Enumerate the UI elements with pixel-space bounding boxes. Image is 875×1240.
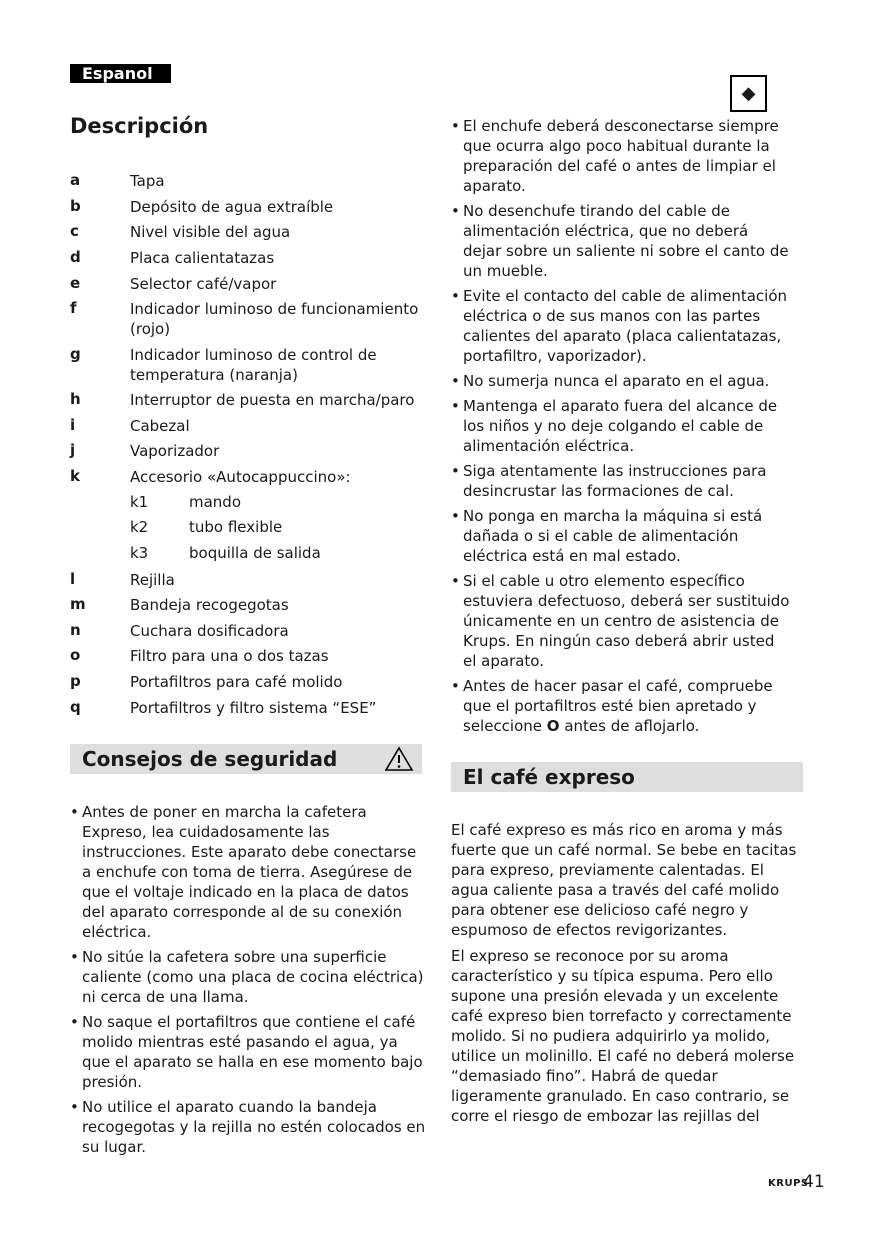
item-text: Indicador luminoso de control de temperatura (naranja) <box>130 346 377 384</box>
safety-bullet-last <box>451 676 791 736</box>
item-letter: e <box>70 274 81 292</box>
description-title: Descripción <box>70 114 209 138</box>
page-number: 41 <box>803 1172 825 1192</box>
item-text: Placa calientatazas <box>130 249 275 267</box>
item-text: Cabezal <box>130 417 190 435</box>
item-letter: i <box>70 416 76 434</box>
item-text: Nivel visible del agua <box>130 223 291 241</box>
espresso-body <box>451 820 806 1126</box>
sub-item-text: tubo flexible <box>189 518 283 536</box>
safety-bullet: • Evite el contacto del cable de alimentación eléctrica o de sus manos con las partes calientes del aparato (placa calientatazas, portafiltro, vaporizador). <box>451 286 791 366</box>
sub-item-text: mando <box>189 493 242 511</box>
item-letter: g <box>70 345 81 363</box>
item-letter: a <box>70 171 81 189</box>
safety-list-left <box>70 802 428 1157</box>
item-text: Bandeja recogegotas <box>130 596 289 614</box>
item-text: Selector café/vapor <box>130 275 277 293</box>
item-letter: m <box>70 595 86 613</box>
safety-bullet: • Mantenga el aparato fuera del alcance de los niños y no deje colgando el cable de alimentación eléctrica. <box>451 396 791 456</box>
sub-item-text: boquilla de salida <box>189 544 321 562</box>
safety-bullet: • No sumerja nunca el aparato en el agua. <box>451 371 791 391</box>
safety-bullet: • No desenchufe tirando del cable de alimentación eléctrica, que no deberá dejar sobre un saliente ni sobre el canto de un mueble. <box>451 201 791 281</box>
safety-title: Consejos de seguridad <box>82 747 338 771</box>
item-text: Portafiltros y filtro sistema “ESE” <box>130 699 377 717</box>
bullet-text: antes de aflojarlo. <box>559 717 700 735</box>
safety-bullet: • Siga atentamente las instrucciones para desincrustar las formaciones de cal. <box>451 461 791 501</box>
diamond-symbol-icon: ◆ <box>730 75 767 112</box>
item-letter: c <box>70 222 79 240</box>
item-letter: f <box>70 299 77 317</box>
item-text: Depósito de agua extraíble <box>130 198 334 216</box>
item-text: Interruptor de puesta en marcha/paro <box>130 391 415 409</box>
item-letter: p <box>70 672 81 690</box>
item-letter: n <box>70 621 81 639</box>
selector-o-symbol: O <box>546 717 560 735</box>
item-letter: h <box>70 390 81 408</box>
safety-bullet: • No ponga en marcha la máquina si está dañada o si el cable de alimentación eléctrica está en mal estado. <box>451 506 791 566</box>
item-text: Cuchara dosificadora <box>130 622 289 640</box>
item-letter: k <box>70 467 80 485</box>
item-text: Tapa <box>130 172 165 190</box>
safety-heading <box>70 744 422 774</box>
safety-bullet: • No sitúe la cafetera sobre una superficie caliente (como una placa de cocina eléctrica) ni cerca de una llama. <box>70 947 428 1007</box>
item-text: Indicador luminoso de funcionamiento (rojo) <box>130 300 419 338</box>
item-text: Portafiltros para café molido <box>130 673 343 691</box>
bullet-text: Antes de hacer pasar el café, compruebe que el portafiltros esté bien apretado y seleccione <box>463 677 773 735</box>
espresso-paragraph: El expreso se reconoce por su aroma característico y su típica espuma. Pero ello supone una presión elevada y un excelente café expreso bien torrefacto y correctamente molido. Si no pudiera adquirirlo ya molido, utilice un molinillo. El café no deberá molerse “demasiado fino”. Habrá de quedar ligeramente granulado. En caso contrario, se corre el riesgo de embozar las rejillas del <box>451 947 795 1125</box>
item-text: Rejilla <box>130 571 175 589</box>
safety-bullet: • No utilice el aparato cuando la bandeja recogegotas y la rejilla no estén colocados en su lugar. <box>70 1097 428 1157</box>
brand-logo: KRUPS <box>768 1178 809 1189</box>
item-letter: d <box>70 248 81 266</box>
item-letter: o <box>70 646 81 664</box>
espresso-heading <box>451 762 803 792</box>
item-text: Filtro para una o dos tazas <box>130 647 329 665</box>
safety-bullet: • Antes de poner en marcha la cafetera Expreso, lea cuidadosamente las instrucciones. Este aparato debe conectarse a enchufe con toma de tierra. Asegúrese de que el voltaje indicado en la placa de datos del aparato corresponde al de su conexión eléctrica. <box>70 802 428 942</box>
warning-triangle-icon <box>384 746 414 772</box>
sub-item-code: k1 <box>130 493 149 511</box>
item-text: Accesorio «Autocappuccino»: <box>130 468 351 486</box>
safety-bullet: • El enchufe deberá desconectarse siempre que ocurra algo poco habitual durante la preparación del café o antes de limpiar el aparato. <box>451 116 791 196</box>
language-tab: Espanol <box>70 64 171 83</box>
item-letter: l <box>70 570 76 588</box>
espresso-title: El café expreso <box>463 765 635 789</box>
sub-item-code: k3 <box>130 544 149 562</box>
safety-list-right <box>451 116 791 736</box>
item-letter: b <box>70 197 81 215</box>
item-letter: j <box>70 441 76 459</box>
safety-bullet: • Si el cable u otro elemento específico estuviera defectuoso, deberá ser sustituido únicamente en un centro de asistencia de Krups. En ningún caso deberá abrir usted el aparato. <box>451 571 791 671</box>
safety-bullet: • No saque el portafiltros que contiene el café molido mientras esté pasando el agua, ya que el aparato se halla en ese momento bajo presión. <box>70 1012 428 1092</box>
espresso-paragraph: El café expreso es más rico en aroma y más fuerte que un café normal. Se bebe en tacitas para expreso, previamente calentadas. El agua caliente pasa a través del café molido para obtener ese delicioso café negro y espumoso de efectos revigorizantes. <box>451 821 797 939</box>
sub-item-code: k2 <box>130 518 149 536</box>
item-text: Vaporizador <box>130 442 220 460</box>
item-letter: q <box>70 698 81 716</box>
